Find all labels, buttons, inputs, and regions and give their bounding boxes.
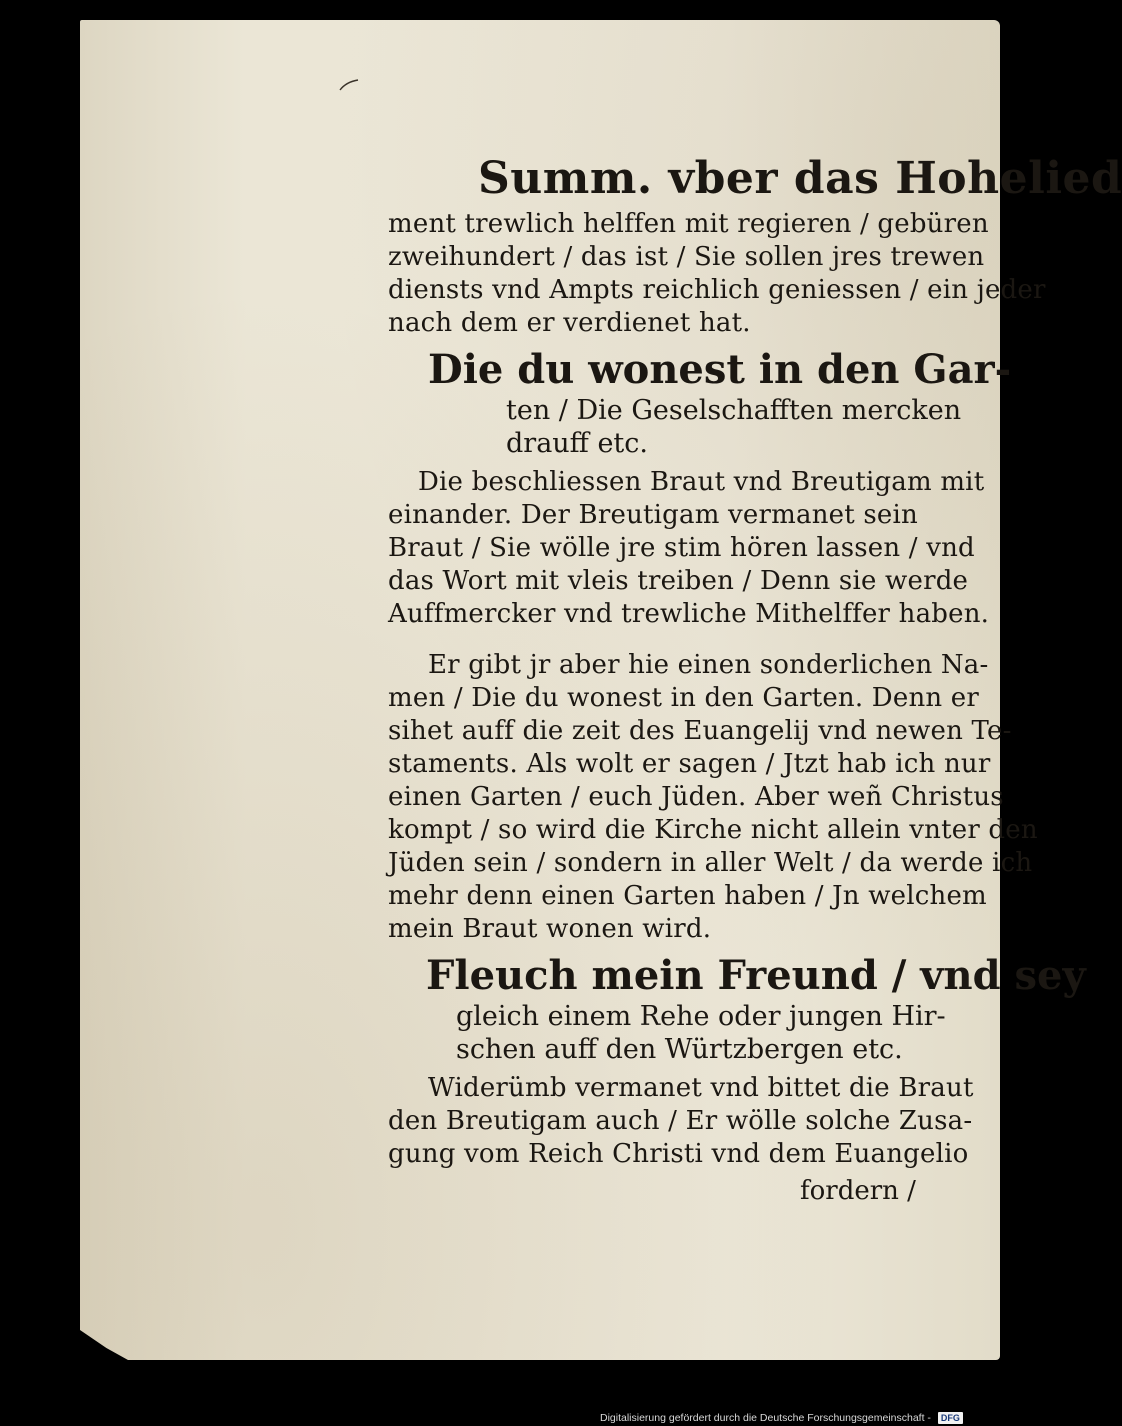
paragraph-4 bbox=[388, 1072, 1028, 1171]
verse-heading: Die du wonest in den Gar- bbox=[428, 346, 1012, 393]
text-line: men / Die du wonest in den Garten. Denn er bbox=[388, 683, 980, 713]
verse-line: schen auff den Würtzbergen etc. bbox=[456, 1034, 903, 1065]
catchword: fordern / bbox=[800, 1176, 916, 1206]
text-line: das Wort mit vleis treiben / Denn sie werde bbox=[388, 566, 969, 596]
verse-line: gleich einem Rehe oder jungen Hir- bbox=[456, 1001, 946, 1032]
verse-heading: Fleuch mein Freund / vnd sey bbox=[426, 952, 1086, 999]
text-line: Er gibt jr aber hie einen sonderlichen Na- bbox=[428, 650, 989, 680]
text-line: einen Garten / euch Jüden. Aber weñ Christus bbox=[388, 782, 1004, 812]
text-line: mein Braut wonen wird. bbox=[388, 914, 712, 944]
ink-mark-icon bbox=[338, 78, 360, 94]
paragraph-3 bbox=[388, 649, 1038, 946]
page-text bbox=[388, 150, 1122, 1171]
verse-1 bbox=[388, 346, 1028, 460]
paragraph-1 bbox=[388, 208, 1046, 340]
text-line: Widerümb vermanet vnd bittet die Braut bbox=[428, 1073, 974, 1103]
running-head: Summ. vber das Hohelied bbox=[478, 153, 1122, 204]
digitization-credit bbox=[600, 1410, 963, 1426]
text-line: staments. Als wolt er sagen / Jtzt hab ich nur bbox=[388, 749, 991, 779]
text-line: Die beschliessen Braut vnd Breutigam mit bbox=[418, 467, 985, 497]
text-line: Braut / Sie wölle jre stim hören lassen / vnd bbox=[388, 533, 975, 563]
text-line: ment trewlich helffen mit regieren / gebüren bbox=[388, 209, 989, 239]
text-line: einander. Der Breutigam vermanet sein bbox=[388, 500, 918, 530]
verse-2 bbox=[388, 952, 1086, 1066]
text-line: nach dem er verdienet hat. bbox=[388, 308, 751, 338]
text-line: kompt / so wird die Kirche nicht allein vnter den bbox=[388, 815, 1038, 845]
verse-line: drauff etc. bbox=[506, 428, 648, 459]
dfg-logo: DFG bbox=[938, 1412, 963, 1424]
verse-line: ten / Die Geselschafften mercken bbox=[506, 395, 962, 426]
text-line: diensts vnd Ampts reichlich geniessen / ein jeder bbox=[388, 275, 1046, 305]
text-line: mehr denn einen Garten haben / Jn welchem bbox=[388, 881, 987, 911]
text-line: Auffmercker vnd trewliche Mithelffer haben. bbox=[388, 599, 990, 629]
credit-text: Digitalisierung gefördert durch die Deutsche Forschungsgemeinschaft - bbox=[600, 1412, 931, 1424]
text-line: Jüden sein / sondern in aller Welt / da werde ich bbox=[388, 848, 1033, 878]
text-line: zweihundert / das ist / Sie sollen jres trewen bbox=[388, 242, 985, 272]
text-line: gung vom Reich Christi vnd dem Euangelio bbox=[388, 1139, 969, 1169]
book-page bbox=[80, 20, 1122, 1360]
text-line: sihet auff die zeit des Euangelij vnd newen Te- bbox=[388, 716, 1012, 746]
paragraph-2 bbox=[388, 466, 1028, 631]
torn-corner bbox=[80, 1330, 128, 1360]
text-line: den Breutigam auch / Er wölle solche Zusa- bbox=[388, 1106, 973, 1136]
